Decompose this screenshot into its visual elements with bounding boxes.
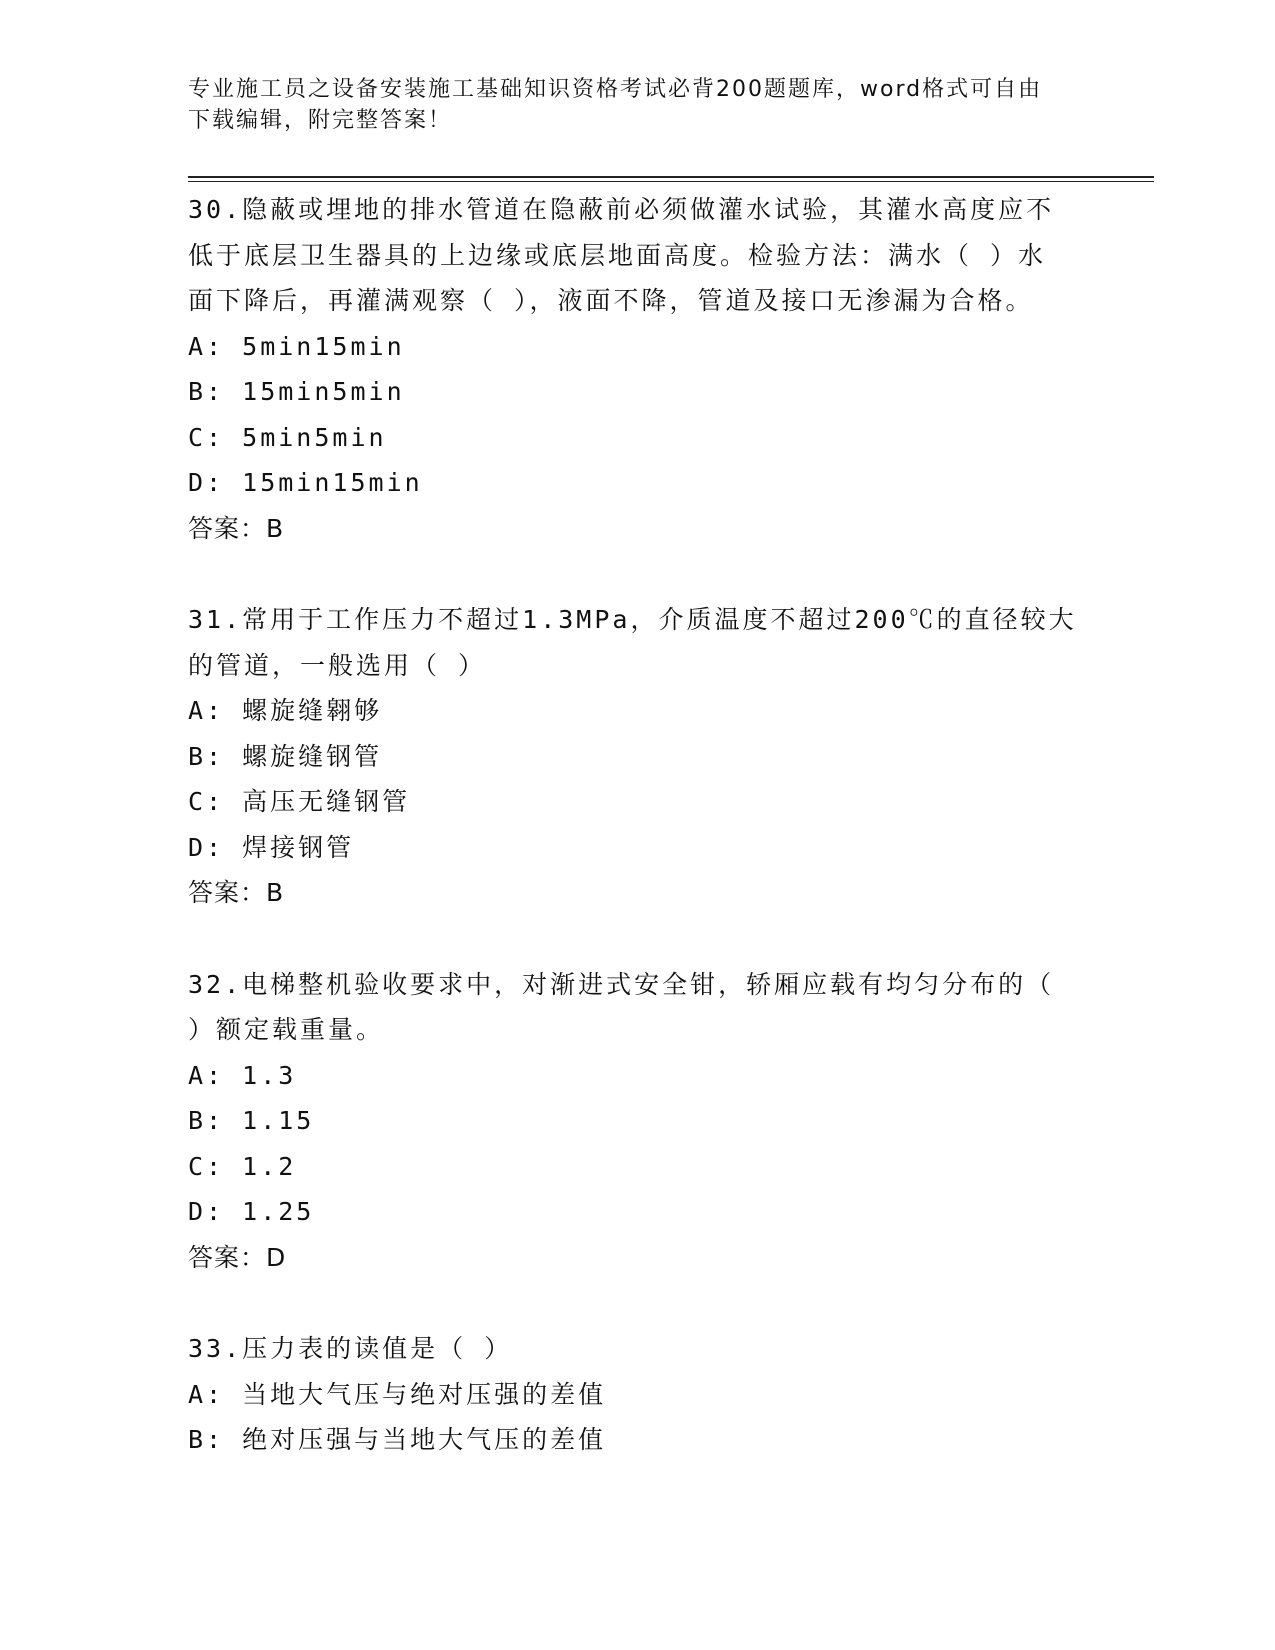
- stem-line: ）额定载重量。: [188, 1015, 385, 1044]
- option-a: A: 当地大气压与绝对压强的差值: [188, 1379, 607, 1409]
- header-divider: [188, 181, 1154, 182]
- header-line: 下载编辑，附完整答案！: [188, 108, 453, 133]
- stem-line: 31.常用于工作压力不超过1.3MPa，介质温度不超过200℃的直径较大: [188, 605, 1077, 634]
- answer: 答案：B: [188, 878, 285, 907]
- option-b: B: 1.15: [188, 1106, 315, 1135]
- stem-line: 32.电梯整机验收要求中，对渐进式安全钳，轿厢应载有均匀分布的（: [188, 969, 1055, 999]
- option-c: C: 5min5min: [188, 422, 387, 452]
- header-line: 专业施工员之设备安装施工基础知识资格考试必背200题题库，word格式可自由: [188, 77, 1043, 102]
- answer: 答案：B: [188, 513, 285, 543]
- question-stem: [188, 597, 1088, 688]
- option-c: C: 高压无缝钢管: [188, 787, 411, 816]
- question-32: [188, 962, 1088, 1281]
- spacer: [188, 551, 1088, 597]
- spacer: [188, 1280, 1088, 1326]
- stem-line: 30.隐蔽或埋地的排水管道在隐蔽前必须做灌水试验，其灌水高度应不: [188, 195, 1055, 224]
- answer: 答案：D: [188, 1242, 287, 1272]
- question-31: [188, 597, 1088, 916]
- spacer: [188, 916, 1088, 962]
- question-list: [188, 187, 1088, 1463]
- option-d: D: 焊接钢管: [188, 832, 355, 862]
- document-header: [188, 74, 1088, 136]
- stem-line: 低于底层卫生器具的上边缘或底层地面高度。检验方法：满水（ ）水: [188, 240, 1047, 270]
- option-a: A: 1.3: [188, 1060, 297, 1090]
- option-d: D: 15min15min: [188, 468, 423, 497]
- question-33: [188, 1326, 1088, 1463]
- stem-line: 的管道，一般选用（ ）: [188, 650, 487, 680]
- option-c: C: 1.2: [188, 1151, 297, 1181]
- question-stem: [188, 962, 1088, 1053]
- option-a: A: 螺旋缝翱够: [188, 696, 383, 725]
- option-d: D: 1.25: [188, 1197, 315, 1226]
- option-b: B: 绝对压强与当地大气压的差值: [188, 1425, 607, 1454]
- question-stem: [188, 187, 1088, 324]
- option-a: A: 5min15min: [188, 331, 405, 361]
- header-divider: [188, 176, 1154, 178]
- stem-line: 面下降后，再灌满观察（ ），液面不降，管道及接口无渗漏为合格。: [188, 286, 1034, 315]
- question-30: [188, 187, 1088, 551]
- question-stem: [188, 1326, 1088, 1372]
- stem-line: 33.压力表的读值是（ ）: [188, 1334, 513, 1363]
- option-b: B: 螺旋缝钢管: [188, 741, 383, 771]
- option-b: B: 15min5min: [188, 377, 405, 406]
